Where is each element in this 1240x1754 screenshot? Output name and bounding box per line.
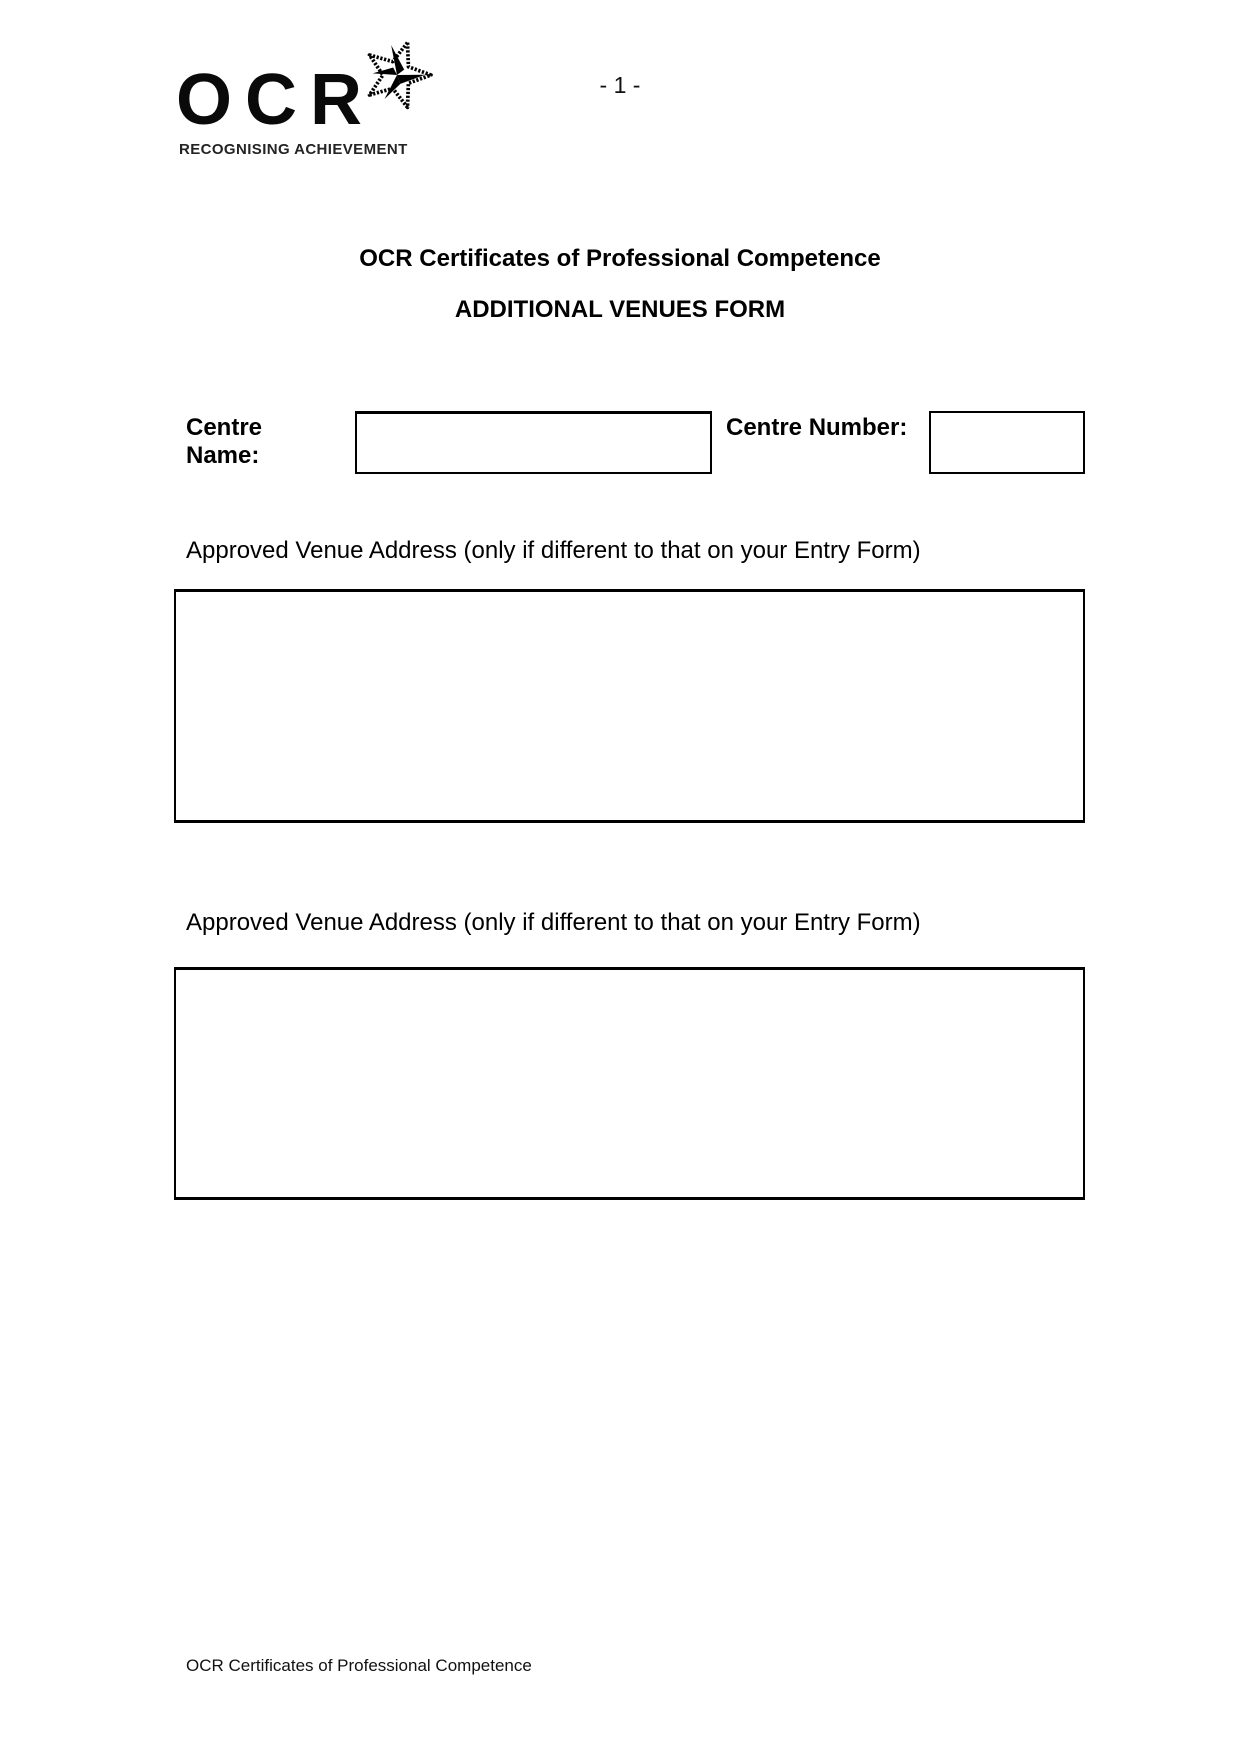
venue-address-box-1[interactable] bbox=[174, 589, 1085, 823]
doc-title: OCR Certificates of Professional Competence bbox=[359, 245, 881, 272]
centre-name-label: Centre Name: bbox=[186, 414, 263, 469]
footer-text: OCR Certificates of Professional Competence bbox=[186, 1656, 532, 1675]
doc-subtitle: ADDITIONAL VENUES FORM bbox=[454, 296, 786, 323]
venue-address-box-2[interactable] bbox=[174, 967, 1085, 1200]
centre-number-label: Centre Number: bbox=[726, 414, 908, 441]
centre-name-input[interactable] bbox=[355, 411, 712, 474]
ocr-logo-text: OCR bbox=[176, 60, 375, 140]
centre-number-input[interactable] bbox=[929, 411, 1085, 474]
venue-address-label-1: Approved Venue Address (only if different to that on your Entry Form) bbox=[186, 537, 921, 564]
venue-address-label-2: Approved Venue Address (only if different to that on your Entry Form) bbox=[186, 909, 921, 936]
logo-tagline: RECOGNISING ACHIEVEMENT bbox=[179, 141, 408, 158]
page-number: - 1 - bbox=[599, 72, 641, 98]
